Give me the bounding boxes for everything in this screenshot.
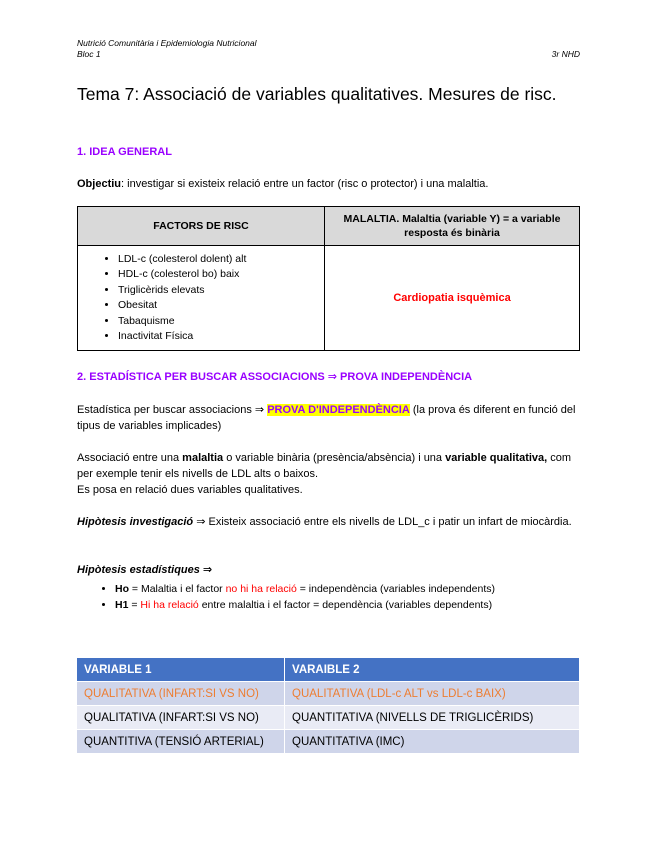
variables-table-header-row	[77, 658, 580, 682]
hypothesis-h0	[115, 582, 495, 598]
h0-red-text: no hi ha relació	[225, 583, 297, 595]
h1-red-text: Hi ha relació	[140, 598, 199, 611]
variables-header-cell: VARAIBLE 2	[285, 658, 580, 682]
h0-text-end: = independència (variables independents)	[296, 583, 495, 595]
independence-text-post: (la prova és diferent en funció del tipus de variables implicades)	[77, 404, 576, 432]
objective-label: Objectiu	[77, 178, 122, 190]
table-row	[77, 706, 580, 730]
association-text-second-line: Es posa en relació dues variables qualitatives.	[77, 484, 303, 496]
association-bold-variable: variable qualitativa,	[445, 452, 548, 464]
association-text: com per exemple tenir els nivells de LDL alts o baixos.	[77, 452, 572, 480]
research-hypothesis-text: ⇒ Existeix associació entre els nivells de LDL_c i patir un infart de miocàrdia.	[193, 516, 572, 528]
variables-cell: QUANTITATIVA (NIVELLS DE TRIGLICÈRIDS)	[285, 706, 580, 730]
table-row	[77, 730, 580, 754]
variables-cell: QUANTITATIVA (IMC)	[285, 730, 580, 754]
research-hypothesis-paragraph	[77, 514, 580, 530]
disease-cell: Cardiopatia isquèmica	[325, 246, 580, 351]
variables-cell: QUALITATIVA (INFART:SI VS NO)	[77, 682, 285, 706]
hypothesis-h1	[115, 598, 495, 614]
risk-table-header-disease: MALALTIA. Malaltia (variable Y) = a variable resposta és binària	[325, 207, 580, 246]
header-block: Bloc 1	[77, 49, 101, 59]
association-paragraph	[77, 450, 580, 498]
hypotheses-list	[77, 582, 495, 613]
risk-factor-item: • Triglicèrids elevats	[118, 283, 324, 299]
association-bold-malaltia: malaltia	[182, 452, 224, 464]
table-row	[77, 682, 580, 706]
h0-text: = Malaltia i el factor	[129, 583, 226, 595]
objective-paragraph	[77, 176, 580, 192]
objective-text: : investigar si existeix relació entre un factor (risc o protector) i una malaltia.	[121, 178, 489, 190]
risk-factor-item: • LDL-c (colesterol dolent) alt	[118, 252, 324, 268]
risk-table-header-factors: FACTORS DE RISC	[78, 207, 325, 246]
header-course: Nutrició Comunitària i Epidemiologia Nutricional	[77, 38, 257, 48]
page-title: Tema 7: Associació de variables qualitatives. Mesures de risc.	[77, 84, 557, 104]
research-hypothesis-label: Hipòtesis investigació	[77, 516, 194, 528]
independence-text-pre: Estadística per buscar associacions ⇒	[77, 404, 268, 416]
statistical-hypotheses-label	[77, 562, 580, 578]
risk-factors-cell	[78, 246, 325, 351]
header-group: 3r NHD	[551, 49, 580, 59]
risk-factor-item: • Inactivitat Física	[118, 329, 324, 345]
variables-cell: QUALITATIVA (LDL-c ALT vs LDL-c BAIX)	[285, 682, 580, 706]
variables-cell: QUANTITIVA (TENSIÓ ARTERIAL)	[77, 730, 285, 754]
association-text: Associació entre una	[77, 452, 183, 464]
association-text: o variable binària (presència/absència) i una	[223, 452, 446, 464]
risk-factor-item: • Tabaquisme	[118, 314, 324, 330]
risk-factors-list	[78, 252, 324, 345]
h1-text: =	[128, 598, 141, 611]
statistical-hypotheses-title: Hipòtesis estadístiques ⇒	[77, 564, 213, 576]
section-heading-idea-general: 1. IDEA GENERAL	[77, 146, 172, 158]
risk-factor-item: • HDL-c (colesterol bo) baix	[118, 267, 324, 283]
section-heading-estadistica: 2. ESTADÍSTICA PER BUSCAR ASSOCIACIONS ⇒ PROVA INDEPENDÈNCIA	[77, 371, 473, 383]
variables-header-cell: VARIABLE 1	[77, 658, 285, 682]
h0-label: Ho	[115, 583, 129, 595]
variables-cell: QUALITATIVA (INFART:SI VS NO)	[77, 706, 285, 730]
risk-factors-table	[77, 206, 580, 351]
independence-paragraph	[77, 402, 580, 434]
variables-table	[77, 658, 580, 754]
independence-highlight: PROVA D'INDEPENDÈNCIA	[267, 404, 410, 416]
page-header	[77, 38, 580, 60]
risk-factor-item: • Obesitat	[118, 298, 324, 314]
document-page	[77, 38, 580, 748]
h1-text-end: entre malaltia i el factor = dependència (variables dependents)	[198, 598, 493, 611]
h1-label: H1	[115, 598, 129, 611]
